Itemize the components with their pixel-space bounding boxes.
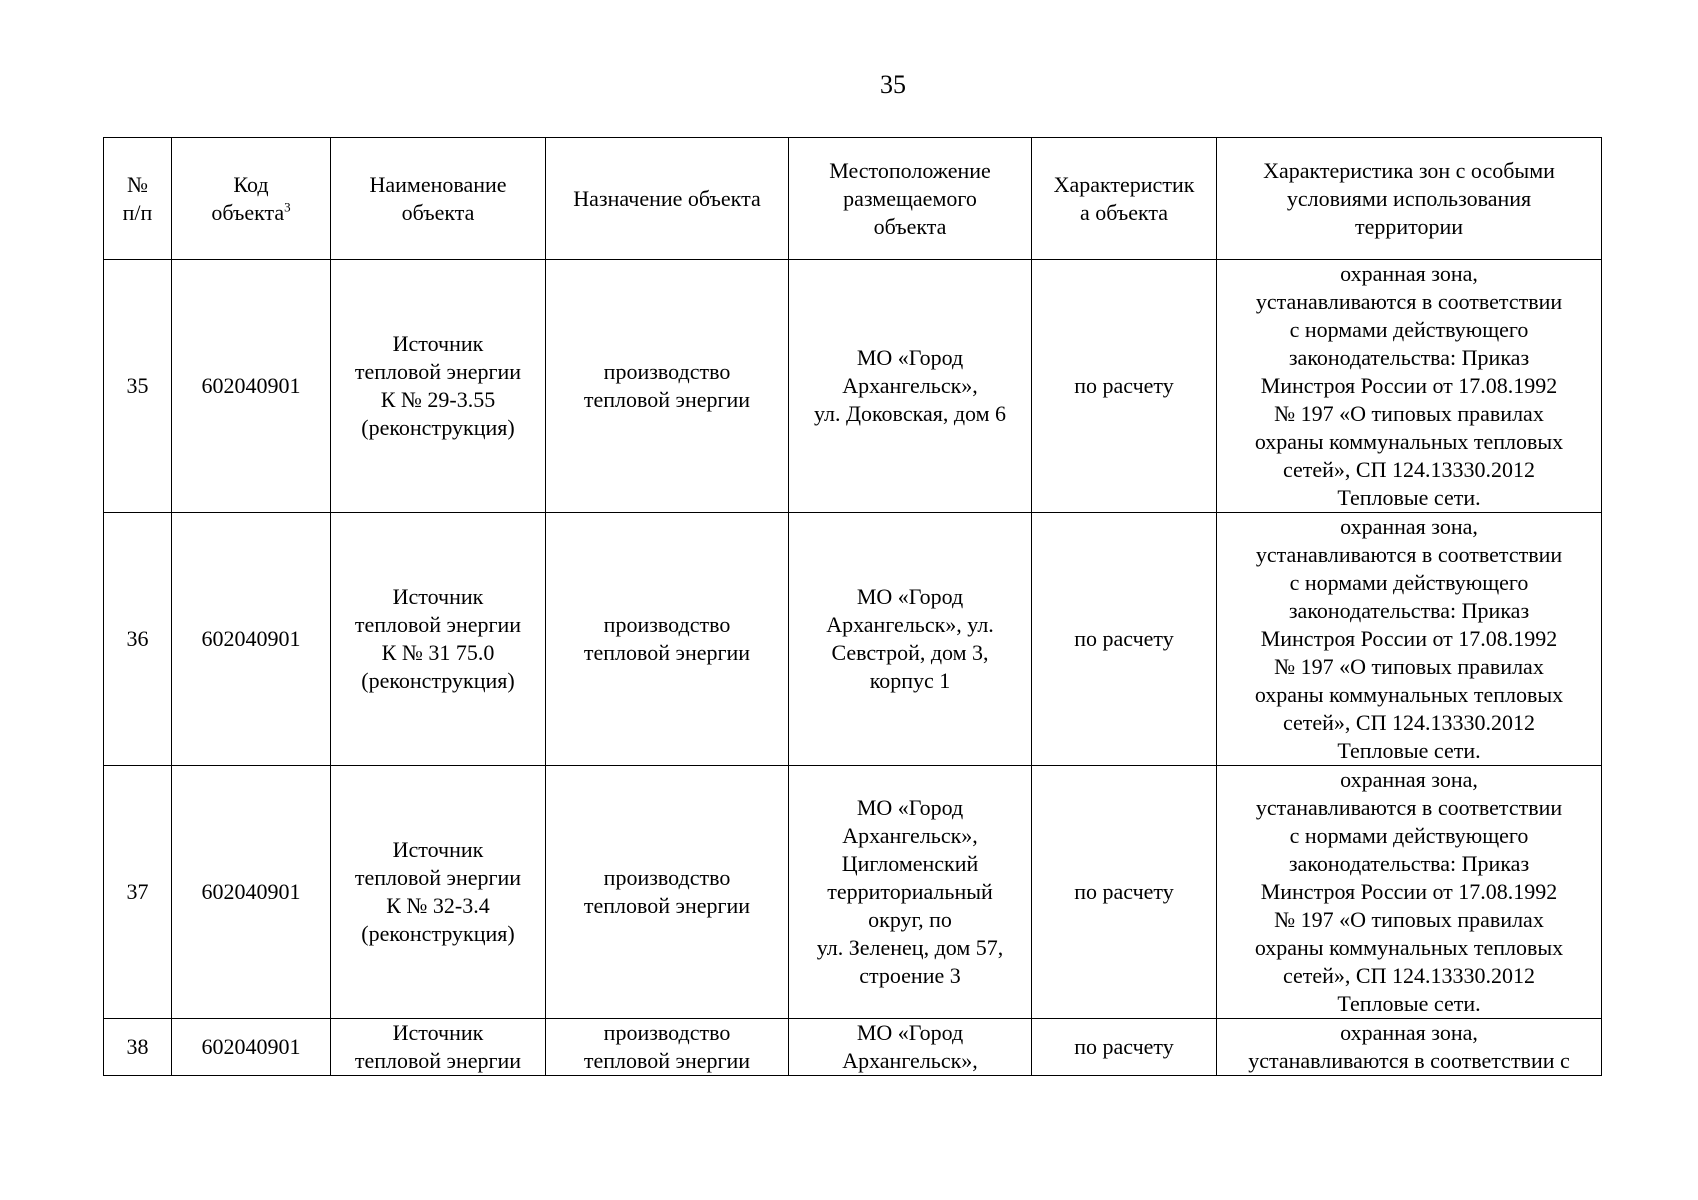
cell-location: МО «Город Архангельск», (789, 1019, 1032, 1076)
cell-name: Источник тепловой энергии К № 31 75.0 (реконструкция) (331, 513, 546, 766)
cell-zones: охранная зона, устанавливаются в соответствии с (1217, 1019, 1602, 1076)
cell-location: МО «Город Архангельск», Цигломенский территориальный округ, по ул. Зеленец, дом 57, строение 3 (789, 766, 1032, 1019)
table-row (104, 766, 1602, 1019)
cell-characteristic: по расчету (1032, 766, 1217, 1019)
header-zones: Характеристика зон с особыми условиями использования территории (1217, 138, 1602, 260)
cell-code: 602040901 (172, 260, 331, 513)
cell-name: Источник тепловой энергии К № 32-3.4 (реконструкция) (331, 766, 546, 1019)
cell-characteristic: по расчету (1032, 260, 1217, 513)
header-name: Наименование объекта (331, 138, 546, 260)
cell-zones: охранная зона, устанавливаются в соответствии с нормами действующего законодательства: Приказ Минстроя России от 17.08.1992 № 197 «О типовых правилах охраны коммунальных тепловых сетей», СП 124.13330.2012 Тепловые сети. (1217, 513, 1602, 766)
table-header-row (104, 138, 1602, 260)
cell-zones: охранная зона, устанавливаются в соответствии с нормами действующего законодательства: Приказ Минстроя России от 17.08.1992 № 197 «О типовых правилах охраны коммунальных тепловых сетей», СП 124.13330.2012 Тепловые сети. (1217, 766, 1602, 1019)
cell-code: 602040901 (172, 513, 331, 766)
cell-purpose: производство тепловой энергии (546, 260, 789, 513)
cell-purpose: производство тепловой энергии (546, 766, 789, 1019)
cell-num: 36 (104, 513, 172, 766)
table-row (104, 1019, 1602, 1076)
table-row (104, 260, 1602, 513)
cell-name: Источник тепловой энергии К № 29-3.55 (реконструкция) (331, 260, 546, 513)
cell-purpose: производство тепловой энергии (546, 513, 789, 766)
cell-characteristic: по расчету (1032, 513, 1217, 766)
cell-characteristic: по расчету (1032, 1019, 1217, 1076)
header-characteristic: Характеристик а объекта (1032, 138, 1217, 260)
cell-code: 602040901 (172, 766, 331, 1019)
cell-zones: охранная зона, устанавливаются в соответствии с нормами действующего законодательства: Приказ Минстроя России от 17.08.1992 № 197 «О типовых правилах охраны коммунальных тепловых сетей», СП 124.13330.2012 Тепловые сети. (1217, 260, 1602, 513)
header-purpose: Назначение объекта (546, 138, 789, 260)
cell-num: 37 (104, 766, 172, 1019)
page-number: 35 (880, 70, 906, 99)
table-row (104, 513, 1602, 766)
header-location: Местоположение размещаемого объекта (789, 138, 1032, 260)
cell-code: 602040901 (172, 1019, 331, 1076)
objects-table (103, 137, 1602, 1076)
cell-num: 38 (104, 1019, 172, 1076)
header-code: Код объекта$^3$ (172, 138, 331, 260)
cell-num: 35 (104, 260, 172, 513)
cell-name: Источник тепловой энергии (331, 1019, 546, 1076)
cell-location: МО «Город Архангельск», ул. Доковская, дом 6 (789, 260, 1032, 513)
footnote-marker: 3 (284, 199, 291, 215)
cell-purpose: производство тепловой энергии (546, 1019, 789, 1076)
header-num: № п/п (104, 138, 172, 260)
cell-location: МО «Город Архангельск», ул. Севстрой, дом 3, корпус 1 (789, 513, 1032, 766)
